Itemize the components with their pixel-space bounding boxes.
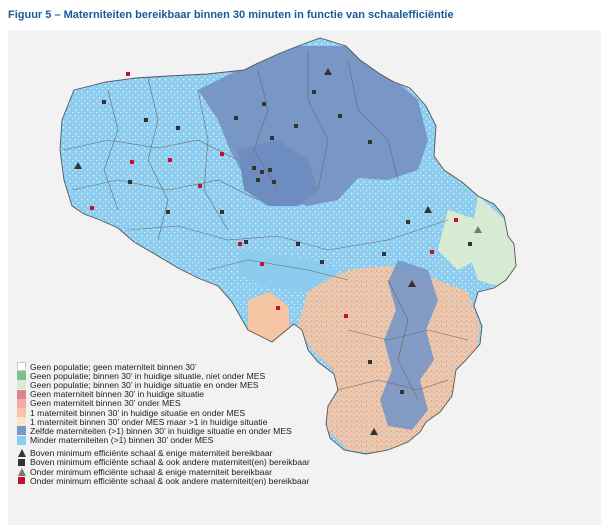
maternity-square-icon [260,170,264,174]
maternity-square-icon [368,140,372,144]
maternity-square-icon [144,118,148,122]
maternity-square-icon [294,124,298,128]
maternity-square-icon [176,126,180,130]
maternity-square-icon [262,102,266,106]
legend-item [17,476,310,485]
maternity-square-icon [238,242,242,246]
maternity-square-icon [198,184,202,188]
square-icon [17,458,26,467]
maternity-square-icon [454,218,458,222]
legend-swatch [17,417,26,426]
legend-label: Boven minimum efficiënte schaal & enige materniteit bereikbaar [30,448,273,459]
maternity-square-icon [312,90,316,94]
triangle-icon [17,449,26,458]
maternity-square-icon [268,168,272,172]
maternity-square-icon [382,252,386,256]
maternity-square-icon [406,220,410,224]
legend-swatch [17,380,26,389]
maternity-square-icon [260,262,264,266]
legend-label: Geen populatie; binnen 30’ in huidige situatie en onder MES [30,379,259,390]
legend-label: Zelfde materniteiten (>1) binnen 30’ in huidige situatie en onder MES [30,425,292,436]
legend-label: Onder minimum efficiënte schaal & ook andere materniteit(en) bereikbaar [30,475,310,486]
legend-swatch [17,426,26,435]
maternity-square-icon [430,250,434,254]
maternity-square-icon [400,390,404,394]
legend-label: Minder materniteiten (>1) binnen 30’ onder MES [30,435,214,446]
maternity-square-icon [126,72,130,76]
maternity-square-icon [468,242,472,246]
maternity-square-icon [234,116,238,120]
maternity-square-icon [220,152,224,156]
maternity-square-icon [320,260,324,264]
legend-label: Onder minimum efficiënte schaal & enige materniteit bereikbaar [30,466,273,477]
maternity-square-icon [344,314,348,318]
triangle-icon [17,467,26,476]
legend-swatch [17,408,26,417]
map-legend [17,362,310,485]
maternity-square-icon [338,114,342,118]
maternity-square-icon [128,180,132,184]
legend-swatch [17,436,26,445]
legend-swatch [17,371,26,380]
maternity-square-icon [220,210,224,214]
legend-swatch [17,390,26,399]
maternity-square-icon [252,166,256,170]
maternity-square-icon [102,100,106,104]
legend-label: 1 materniteit binnen 30’ in huidige situatie en onder MES [30,407,246,418]
maternity-square-icon [296,242,300,246]
maternity-square-icon [256,178,260,182]
maternity-square-icon [130,160,134,164]
maternity-square-icon [270,136,274,140]
legend-label: Geen populatie; binnen 30’ in huidige situatie, niet onder MES [30,370,266,381]
maternity-square-icon [90,206,94,210]
maternity-square-icon [168,158,172,162]
legend-item [17,436,310,445]
legend-swatch [17,362,26,371]
maternity-square-icon [244,240,248,244]
legend-label: Geen populatie; geen materniteit binnen 30’ [30,361,197,372]
maternity-square-icon [166,210,170,214]
maternity-square-icon [368,360,372,364]
legend-label: Geen materniteit binnen 30’ in huidige situatie [30,389,205,400]
figure-title: Figuur 5 – Materniteiten bereikbaar binnen 30 minuten in functie van schaalefficiëntie [8,9,454,21]
legend-label: 1 materniteit binnen 30’ onder MES maar >1 in huidige situatie [30,416,268,427]
legend-label: Geen materniteit binnen 30’ onder MES [30,398,181,409]
square-icon [17,476,26,485]
legend-label: Boven minimum efficiënte schaal & ook andere materniteit(en) bereikbaar [30,457,310,468]
maternity-square-icon [272,180,276,184]
maternity-square-icon [276,306,280,310]
legend-swatch [17,399,26,408]
